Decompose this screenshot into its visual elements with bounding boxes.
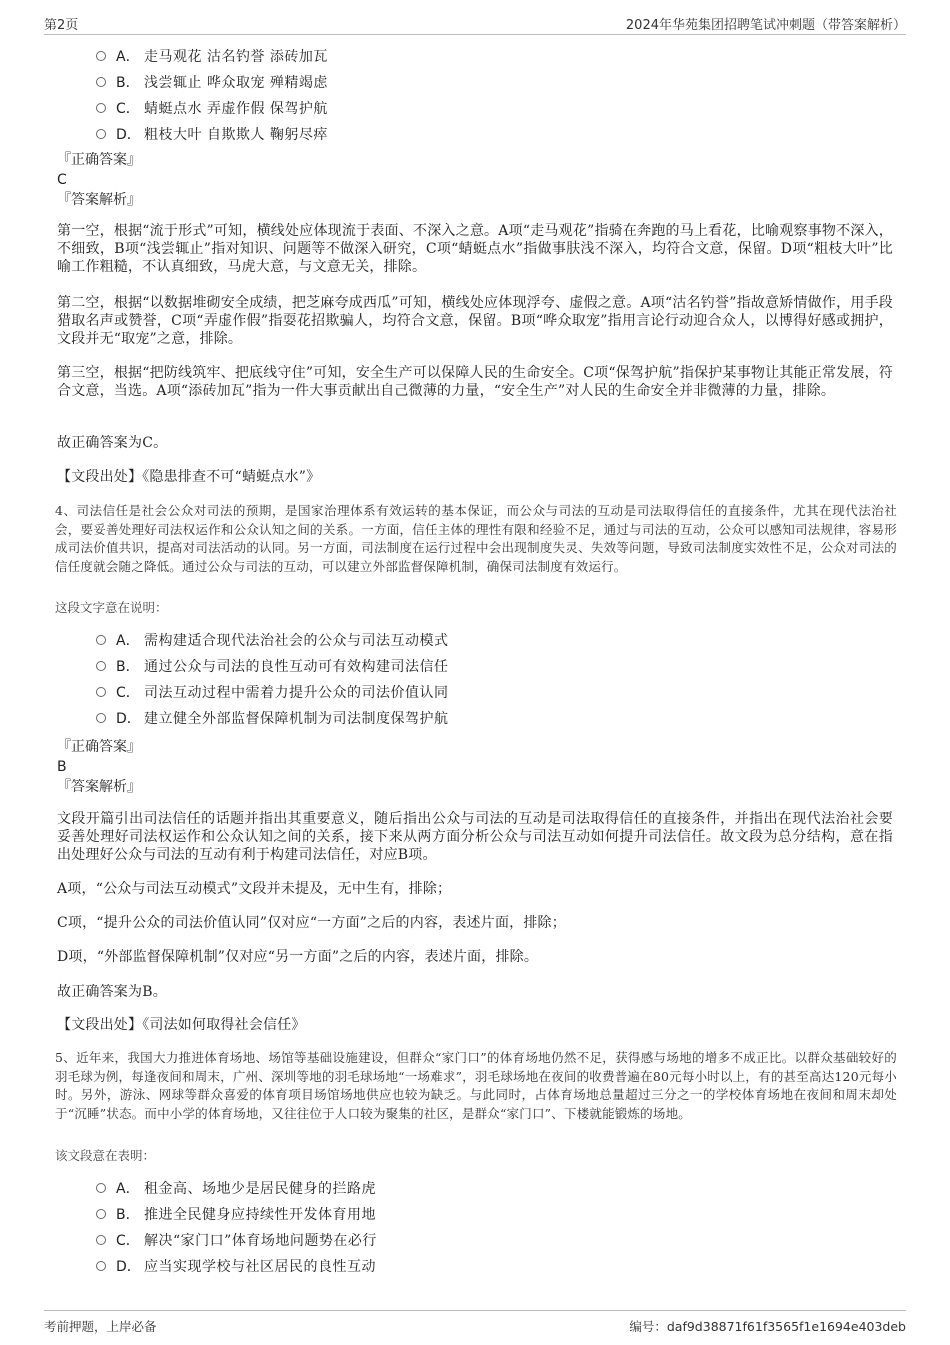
q4-answer-section bbox=[57, 737, 141, 797]
q3-option-b[interactable]: B． 浅尝辄止 哗众取宠 殚精竭虑 bbox=[96, 70, 876, 96]
answer-value: B bbox=[57, 759, 67, 775]
q4-conclusion: 故正确答案为B。 bbox=[57, 984, 167, 1000]
answer-label: 『正确答案』 bbox=[57, 739, 141, 755]
radio-icon[interactable] bbox=[96, 51, 106, 61]
radio-icon[interactable] bbox=[96, 1209, 106, 1219]
radio-icon[interactable] bbox=[96, 1235, 106, 1245]
radio-icon[interactable] bbox=[96, 1261, 106, 1271]
radio-icon[interactable] bbox=[96, 1183, 106, 1193]
footer-slogan: 考前押题，上岸必备 bbox=[44, 1319, 157, 1334]
q3-options bbox=[96, 44, 876, 148]
q3-option-c[interactable]: C． 蜻蜓点水 弄虚作假 保驾护航 bbox=[96, 96, 876, 122]
q3-analysis-2: 第二空，根据“以数据堆砌安全成绩，把芝麻夸成西瓜”可知，横线处应体现浮夸、虚假之意。A项“沽名钓誉”指故意矫情做作，用手段猎取名声或赞誉，C项“弄虚作假”指耍花招欺骗人，均符合文意，保留。B项“哗众取宠”指用言论行动迎合众人，以博得好感或拥护，文段并无“取宠”之意，排除。 bbox=[57, 295, 893, 347]
page-header bbox=[44, 12, 906, 35]
q3-option-d[interactable]: D． 粗枝大叶 自欺欺人 鞠躬尽瘁 bbox=[96, 122, 876, 148]
radio-icon[interactable] bbox=[96, 635, 106, 645]
q3-option-a[interactable]: A． 走马观花 沽名钓誉 添砖加瓦 bbox=[96, 44, 876, 70]
q4-source: 【文段出处】《司法如何取得社会信任》 bbox=[57, 1017, 306, 1033]
radio-icon[interactable] bbox=[96, 713, 106, 723]
radio-icon[interactable] bbox=[96, 687, 106, 697]
radio-icon[interactable] bbox=[96, 77, 106, 87]
radio-icon[interactable] bbox=[96, 661, 106, 671]
q3-answer-section bbox=[57, 150, 141, 210]
q5-stem: 5、近年来，我国大力推进体育场地、场馆等基础设施建设，但群众“家门口”的体育场地仍然不足，获得感与场地的增多不成正比。以群众基础较好的羽毛球为例，每逢夜间和周末，广州、深圳等地的羽毛球场地“一场难求”，羽毛球场地在夜间的收费普遍在80元每小时以上，有的甚至高达120元每小时。另外，游泳、网球等群众喜爱的体育项目场馆场地供应也较为缺乏。与此同时，占体育场地总量超过三分之一的学校体育场地在夜间和周末却处于“沉睡”状态。而中小学的体育场地，又往往位于人口较为聚集的社区，是群众“家门口”、下楼就能锻炼的场地。 bbox=[55, 1050, 897, 1121]
q4-option-a[interactable]: A． 需构建适合现代法治社会的公众与司法互动模式 bbox=[96, 628, 876, 654]
q4-option-c[interactable]: C． 司法互动过程中需着力提升公众的司法价值认同 bbox=[96, 680, 876, 706]
q4-option-b[interactable]: B． 通过公众与司法的良性互动可有效构建司法信任 bbox=[96, 654, 876, 680]
document-id: 编号：daf9d38871f61f3565f1e1694e403deb bbox=[629, 1319, 906, 1334]
analysis-label: 『答案解析』 bbox=[57, 192, 141, 208]
q3-source: 【文段出处】《隐患排查不可“蜻蜓点水”》 bbox=[57, 469, 321, 485]
q5-options bbox=[96, 1176, 876, 1280]
radio-icon[interactable] bbox=[96, 103, 106, 113]
analysis-label: 『答案解析』 bbox=[57, 779, 141, 795]
q3-analysis-1: 第一空，根据“流于形式”可知，横线处应体现流于表面、不深入之意。A项“走马观花”指骑在奔跑的马上看花，比喻观察事物不深入，不细致，B项“浅尝辄止”指对知识、问题等不做深入研究，C项“蜻蜓点水”指做事肤浅不深入，均符合文意，保留。D项“粗枝大叶”比喻工作粗糙，不认真细致，马虎大意，与文意无关，排除。 bbox=[57, 223, 893, 275]
q5-option-c[interactable]: C． 解决“家门口”体育场地问题势在必行 bbox=[96, 1228, 876, 1254]
q4-option-d[interactable]: D． 建立健全外部监督保障机制为司法制度保驾护航 bbox=[96, 706, 876, 732]
radio-icon[interactable] bbox=[96, 129, 106, 139]
q4-prompt: 这段文字意在说明： bbox=[55, 600, 168, 615]
q5-option-a[interactable]: A． 租金高、场地少是居民健身的拦路虎 bbox=[96, 1176, 876, 1202]
q4-options bbox=[96, 628, 876, 732]
q4-analysis-1: 文段开篇引出司法信任的话题并指出其重要意义，随后指出公众与司法的互动是司法取得信任的直接条件，并指出在现代法治社会要妥善处理好司法权运作和公众认知之间的关系，接下来从两方面分析公众与司法互动如何提升司法信任。故文段为总分结构，意在指出处理好公众与司法的互动有利于构建司法信任，对应B项。 bbox=[57, 811, 893, 863]
q4-stem: 4、司法信任是社会公众对司法的预期，是国家治理体系有效运转的基本保证，而公众与司法的互动是司法取得信任的直接条件，尤其在现代法治社会，要妥善处理好司法权运作和公众认知之间的关系。一方面，信任主体的理性有限和经验不足，通过与司法的互动，公众可以感知司法规律，容易形成司法价值共识，提高对司法活动的认同。另一方面，司法制度在运行过程中会出现制度失灵、失效等问题，导致司法制度实效性不足，公众对司法的信任度就会随之降低。通过公众与司法的互动，可以建立外部监督保障机制，确保司法制度有效运行。 bbox=[55, 503, 897, 574]
page-footer bbox=[44, 1310, 906, 1337]
q3-conclusion: 故正确答案为C。 bbox=[57, 435, 168, 451]
answer-value: C bbox=[57, 172, 67, 188]
page-number: 第2页 bbox=[44, 18, 79, 33]
q4-analysis-4: D项，“外部监督保障机制”仅对应“另一方面”之后的内容，表述片面，排除。 bbox=[57, 949, 539, 965]
q5-prompt: 该文段意在表明： bbox=[55, 1148, 156, 1163]
q4-analysis-3: C项，“提升公众的司法价值认同”仅对应“一方面”之后的内容，表述片面，排除； bbox=[57, 915, 566, 931]
q5-option-b[interactable]: B． 推进全民健身应持续性开发体育用地 bbox=[96, 1202, 876, 1228]
q4-analysis-2: A项，“公众与司法互动模式”文段并未提及，无中生有，排除； bbox=[57, 881, 452, 897]
q3-analysis-3: 第三空，根据“把防线筑牢、把底线守住”可知，安全生产可以保障人民的生命安全。C项“保驾护航”指保护某事物让其能正常发展，符合文意，当选。A项“添砖加瓦”指为一件大事贡献出自己微薄的力量，“安全生产”对人民的生命安全并非微薄的力量，排除。 bbox=[57, 365, 893, 399]
document-title: 2024年华苑集团招聘笔试冲刺题（带答案解析） bbox=[625, 18, 906, 33]
answer-label: 『正确答案』 bbox=[57, 152, 141, 168]
q5-option-d[interactable]: D． 应当实现学校与社区居民的良性互动 bbox=[96, 1254, 876, 1280]
